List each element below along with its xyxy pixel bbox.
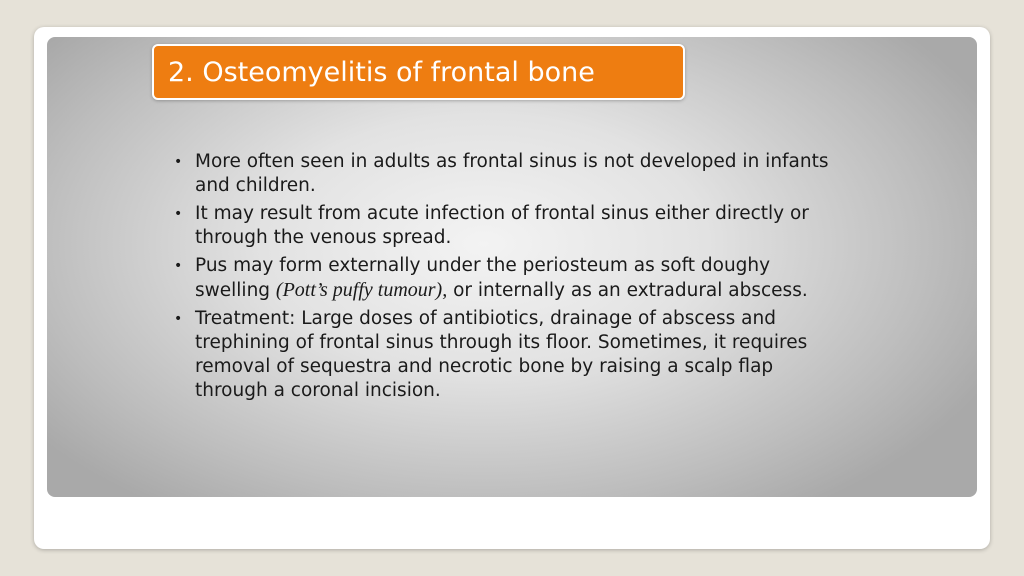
- bullet-icon: •: [174, 258, 183, 274]
- bullet-list: [170, 150, 830, 407]
- bullet-icon: •: [174, 206, 183, 222]
- bullet-item-treatment: [170, 307, 830, 403]
- slide-title-box: [152, 44, 685, 100]
- slide-title: 2. Osteomyelitis of frontal bone: [168, 57, 595, 88]
- bullet-text: It may result from acute infection of frontal sinus either directly or through the venous spread.: [195, 203, 809, 248]
- potts-puffy-tumour-term: (Pott’s puffy tumour),: [275, 279, 448, 301]
- bullet-icon: •: [174, 154, 183, 170]
- bullet-item-adults: [170, 150, 830, 198]
- bullet-text-before: Pus may form externally under the periosteum as soft doughy swelling: [195, 255, 771, 301]
- bullet-icon: •: [174, 311, 183, 327]
- bullet-item-pus: [170, 254, 830, 303]
- bullet-text-after: or internally as an extradural abscess.: [447, 280, 808, 301]
- bullet-item-cause: [170, 202, 830, 250]
- bullet-text: More often seen in adults as frontal sinus is not developed in infants and children.: [195, 151, 829, 196]
- bullet-text: Treatment: Large doses of antibiotics, drainage of abscess and trephining of frontal sinus through its floor. Sometimes, it requires removal of sequestra and necrotic bone by raising a scalp flap through a coronal incision.: [195, 308, 808, 401]
